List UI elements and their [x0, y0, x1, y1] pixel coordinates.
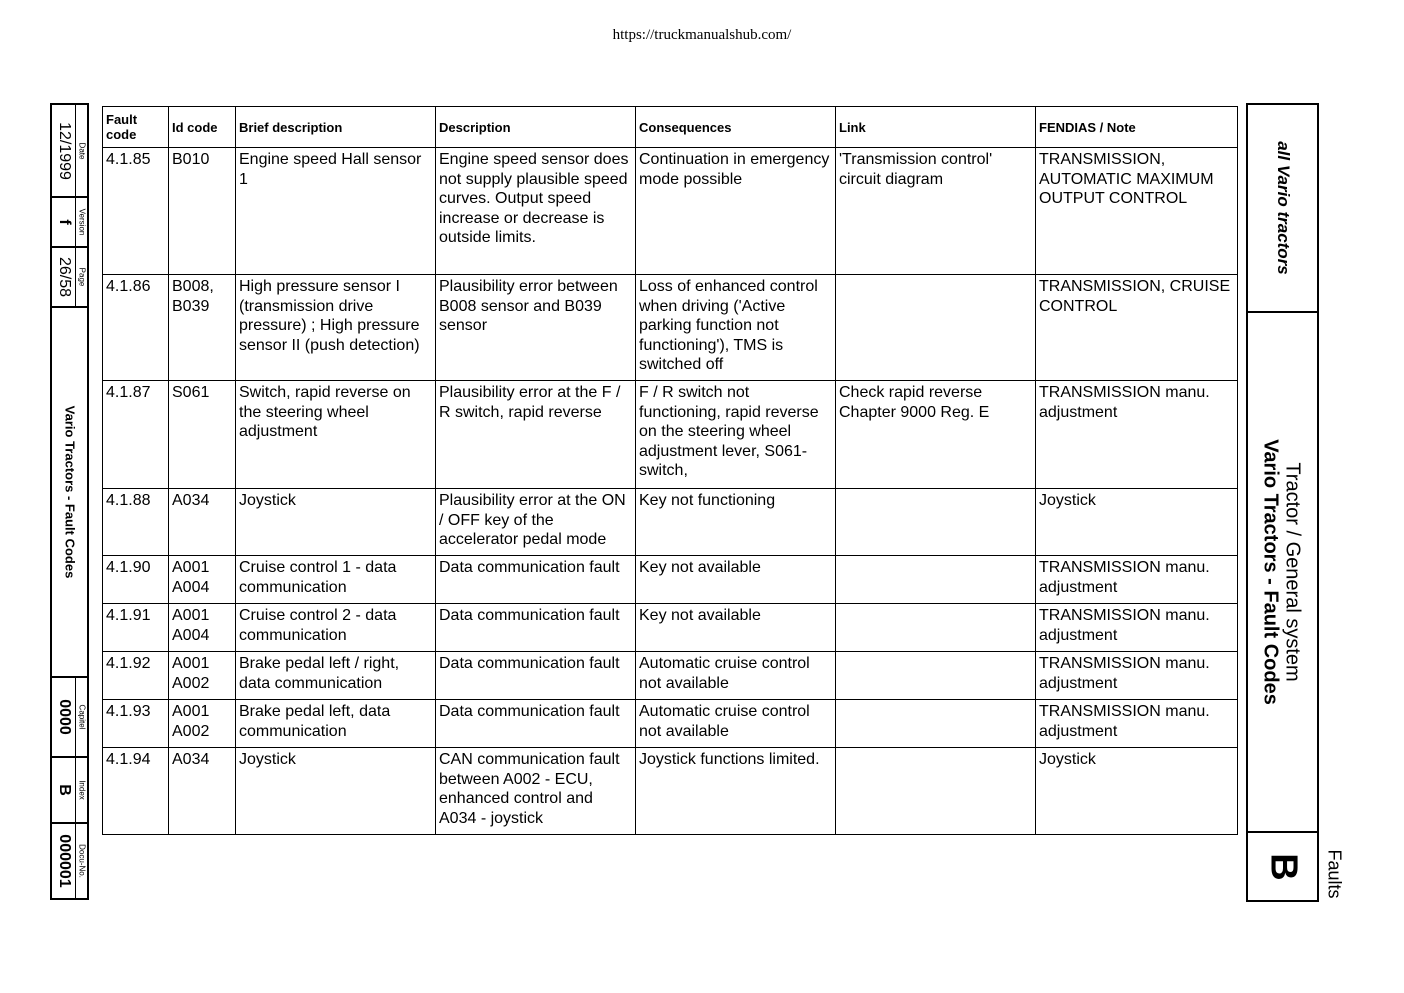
docno-value: 000001	[55, 834, 73, 888]
description-cell: Plausibility error at the ON / OFF key of the accelerator pedal mode	[436, 489, 636, 556]
chapter-title-section	[1248, 313, 1317, 833]
description-cell: Data communication fault	[436, 700, 636, 748]
table-row	[103, 556, 1238, 604]
note-cell: TRANSMISSION manu. adjustment	[1036, 700, 1238, 748]
note-cell: TRANSMISSION manu. adjustment	[1036, 652, 1238, 700]
brief-description-cell: Brake pedal left, data communication	[236, 700, 436, 748]
note-cell: TRANSMISSION, CRUISE CONTROL	[1036, 275, 1238, 381]
index-cell	[52, 758, 87, 824]
index-value: B	[55, 784, 73, 796]
id-code-cell: B008, B039	[169, 275, 236, 381]
link-cell	[836, 556, 1036, 604]
table-header-row	[103, 107, 1238, 148]
link-cell	[836, 652, 1036, 700]
chapter-info-strip	[1246, 103, 1319, 902]
link-cell	[836, 275, 1036, 381]
note-cell: TRANSMISSION manu. adjustment	[1036, 381, 1238, 489]
consequences-cell: Loss of enhanced control when driving ('Active parking function not functioning'), TMS is switched off	[636, 275, 836, 381]
header-brief-description: Brief description	[236, 107, 436, 148]
brief-description-cell: Engine speed Hall sensor 1	[236, 148, 436, 275]
section-letter: B	[1262, 852, 1304, 881]
header-consequences: Consequences	[636, 107, 836, 148]
fault-code-cell: 4.1.87	[103, 381, 169, 489]
brief-description-cell: Cruise control 1 - data communication	[236, 556, 436, 604]
link-cell	[836, 700, 1036, 748]
section-letter-cell	[1248, 833, 1317, 900]
id-code-cell: A001 A002	[169, 700, 236, 748]
id-code-cell: A034	[169, 489, 236, 556]
header-fendias-note: FENDIAS / Note	[1036, 107, 1238, 148]
docno-cell	[52, 824, 87, 898]
chapter-label: Capitel	[77, 704, 86, 730]
consequences-cell: Automatic cruise control not available	[636, 700, 836, 748]
date-value: 12/1999	[55, 121, 73, 180]
table-row	[103, 604, 1238, 652]
fault-code-cell: 4.1.94	[103, 748, 169, 835]
faults-tab-label	[1322, 848, 1346, 900]
source-url: https://truckmanualshub.com/	[612, 27, 792, 43]
consequences-cell: Continuation in emergency mode possible	[636, 148, 836, 275]
brief-description-cell: Joystick	[236, 489, 436, 556]
brief-description-cell: Cruise control 2 - data communication	[236, 604, 436, 652]
id-code-cell: A001 A002	[169, 652, 236, 700]
table-row	[103, 148, 1238, 275]
page-cell	[52, 248, 87, 308]
table-row	[103, 652, 1238, 700]
version-label: Version	[77, 208, 86, 236]
table-row	[103, 748, 1238, 835]
id-code-cell: A034	[169, 748, 236, 835]
description-cell: Data communication fault	[436, 556, 636, 604]
consequences-cell: Key not available	[636, 556, 836, 604]
brief-description-cell: Brake pedal left / right, data communication	[236, 652, 436, 700]
header-id-code: Id code	[169, 107, 236, 148]
table-row	[103, 700, 1238, 748]
document-title: Vario Tractors - Fault Codes	[62, 405, 77, 579]
note-cell: TRANSMISSION manu. adjustment	[1036, 556, 1238, 604]
description-cell: Plausibility error at the F / R switch, rapid reverse	[436, 381, 636, 489]
date-cell	[52, 105, 87, 198]
note-cell: Joystick	[1036, 748, 1238, 835]
id-code-cell: B010	[169, 148, 236, 275]
brief-description-cell: High pressure sensor I (transmission drive pressure) ; High pressure sensor II (push detection)	[236, 275, 436, 381]
link-cell: 'Transmission control' circuit diagram	[836, 148, 1036, 275]
chapter-title: Vario Tractors - Fault Codes	[1259, 439, 1282, 705]
chapter-cell	[52, 678, 87, 758]
consequences-cell: Automatic cruise control not available	[636, 652, 836, 700]
date-label: Date	[77, 142, 86, 159]
link-cell	[836, 604, 1036, 652]
header-link: Link	[836, 107, 1036, 148]
description-cell: Engine speed sensor does not supply plausible speed curves. Output speed increase or decrease is outside limits.	[436, 148, 636, 275]
description-cell: Plausibility error between B008 sensor and B039 sensor	[436, 275, 636, 381]
chapter-subtitle: Tractor / General system	[1281, 462, 1304, 682]
fault-code-cell: 4.1.92	[103, 652, 169, 700]
header-fault-code: Fault code	[103, 107, 169, 148]
page-value: 26/58	[55, 256, 73, 298]
fault-code-cell: 4.1.91	[103, 604, 169, 652]
link-cell	[836, 489, 1036, 556]
note-cell: TRANSMISSION manu. adjustment	[1036, 604, 1238, 652]
page-label: Page	[77, 267, 86, 287]
note-cell: TRANSMISSION, AUTOMATIC MAXIMUM OUTPUT CONTROL	[1036, 148, 1238, 275]
description-cell: CAN communication fault between A002 - ECU, enhanced control and A034 - joystick	[436, 748, 636, 835]
table-row	[103, 275, 1238, 381]
fault-code-cell: 4.1.93	[103, 700, 169, 748]
fault-code-cell: 4.1.90	[103, 556, 169, 604]
chapter-value: 0000	[55, 699, 73, 735]
description-cell: Data communication fault	[436, 604, 636, 652]
table-row	[103, 381, 1238, 489]
fault-code-cell: 4.1.88	[103, 489, 169, 556]
brief-description-cell: Joystick	[236, 748, 436, 835]
consequences-cell: F / R switch not functioning, rapid reverse on the steering wheel adjustment lever, S061- switch,	[636, 381, 836, 489]
fault-code-table	[102, 106, 1238, 835]
id-code-cell: S061	[169, 381, 236, 489]
consequences-cell: Joystick functions limited.	[636, 748, 836, 835]
index-label: Index	[77, 780, 86, 800]
docno-label: Docu-No.	[77, 844, 86, 878]
version-value: f	[55, 219, 73, 225]
note-cell: Joystick	[1036, 489, 1238, 556]
id-code-cell: A001 A004	[169, 604, 236, 652]
scope-label: all Vario tractors	[1273, 141, 1293, 275]
version-cell	[52, 198, 87, 248]
consequences-cell: Key not functioning	[636, 489, 836, 556]
scope-section	[1248, 105, 1317, 313]
table-row	[103, 489, 1238, 556]
brief-description-cell: Switch, rapid reverse on the steering wheel adjustment	[236, 381, 436, 489]
consequences-cell: Key not available	[636, 604, 836, 652]
description-cell: Data communication fault	[436, 652, 636, 700]
fault-code-cell: 4.1.85	[103, 148, 169, 275]
fault-code-cell: 4.1.86	[103, 275, 169, 381]
header-description: Description	[436, 107, 636, 148]
document-title-cell	[52, 308, 87, 678]
faults-label-text: Faults	[1324, 849, 1345, 899]
link-cell	[836, 748, 1036, 835]
id-code-cell: A001 A004	[169, 556, 236, 604]
link-cell: Check rapid reverse Chapter 9000 Reg. E	[836, 381, 1036, 489]
document-info-strip	[50, 103, 89, 900]
